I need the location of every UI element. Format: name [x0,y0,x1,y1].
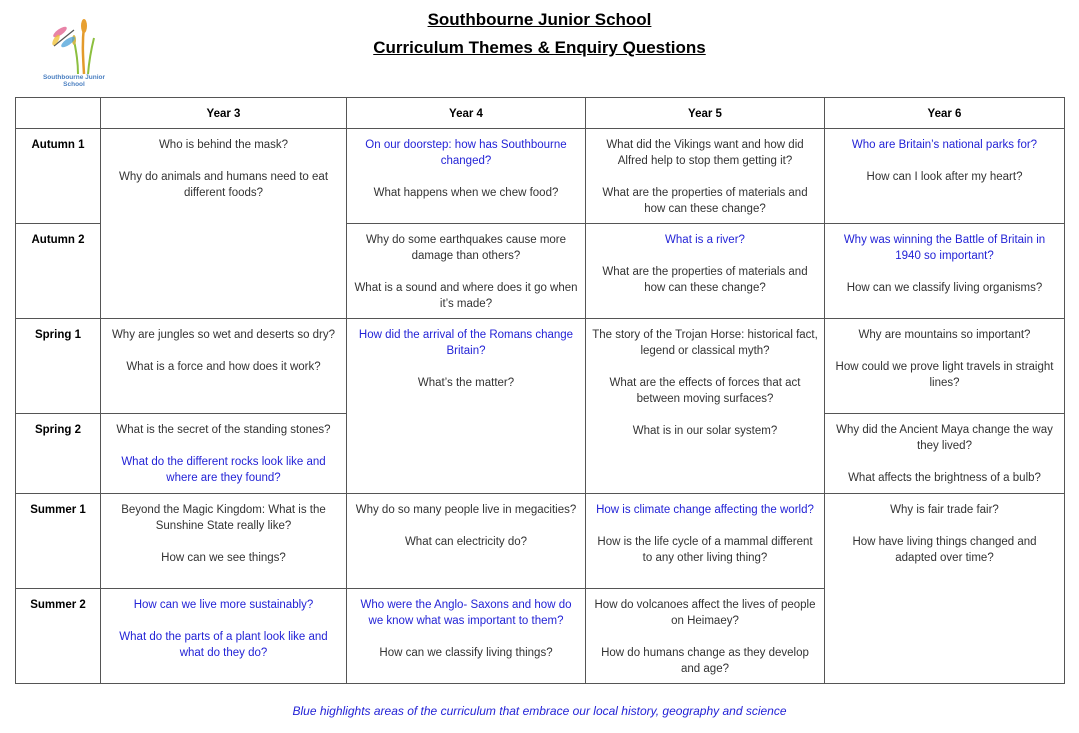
cell-y4-spring [347,319,586,494]
logo-text [34,74,114,88]
question-highlighted: On our doorstep: how has Southbourne changed? [365,139,567,167]
column-header-year5: Year 5 [586,98,825,129]
question: How do volcanoes affect the lives of people on Heimaey? [594,599,816,627]
cell-y6-summer [825,494,1065,684]
term-label-autumn2: Autumn 2 [16,224,101,319]
term-label-summer2: Summer 2 [16,589,101,684]
corner-cell [16,98,101,129]
cell-y6-autumn2 [825,224,1065,319]
cell-y5-autumn1 [586,129,825,224]
row-summer1 [16,494,1065,589]
cell-y5-summer1 [586,494,825,589]
question: How can we see things? [161,552,286,564]
question: What is a sound and where does it go when it’s made? [354,282,578,310]
question-highlighted: Who are Britain’s national parks for? [851,139,1038,151]
cell-y4-autumn2 [347,224,586,319]
question: Why do some earthquakes cause more damage than others? [365,234,567,262]
question-highlighted: How can we live more sustainably? [133,599,314,611]
legend-note: Blue highlights areas of the curriculum that embrace our local history, geography and science [292,704,787,718]
question: Why is fair trade fair? [890,504,999,516]
question-highlighted: Why was winning the Battle of Britain in 1940 so important? [843,234,1046,262]
question: What are the effects of forces that act between moving surfaces? [609,377,801,405]
question-highlighted: What is a river? [665,234,745,246]
question: Beyond the Magic Kingdom: What is the Sunshine State really like? [121,504,326,532]
cell-y4-autumn1 [347,129,586,224]
question: Why do so many people live in megacities? [355,504,577,516]
question: What are the properties of materials and how can these change? [602,187,808,215]
question-highlighted: Who were the Anglo- Saxons and how do we know what was important to them? [360,599,572,627]
cell-y3-summer1 [101,494,347,589]
question: How is the life cycle of a mammal different to any other living thing? [597,536,813,564]
question: Why did the Ancient Maya change the way they lived? [836,424,1053,452]
logo-text-line2: School [63,81,85,88]
row-spring1 [16,319,1065,414]
question: What is a force and how does it work? [126,361,321,373]
term-label-autumn1: Autumn 1 [16,129,101,224]
question: What is the secret of the standing stones? [116,424,331,436]
term-label-spring1: Spring 1 [16,319,101,414]
question: How could we prove light travels in straight lines? [835,361,1054,389]
question-highlighted: What do the different rocks look like and where are they found? [121,456,326,484]
question: Why are mountains so important? [858,329,1031,341]
question: What happens when we chew food? [373,187,559,199]
term-label-spring2: Spring 2 [16,414,101,494]
header-row [16,98,1065,129]
cell-y3-spring2 [101,414,347,494]
question: How have living things changed and adapted over time? [852,536,1037,564]
cell-y3-summer2 [101,589,347,684]
cell-y3-autumn [101,129,347,319]
question: How can we classify living things? [379,647,553,659]
column-header-year6: Year 6 [825,98,1065,129]
question: What can electricity do? [404,536,528,548]
cell-y5-summer2 [586,589,825,684]
term-label-summer1: Summer 1 [16,494,101,589]
page-subtitle: Curriculum Themes & Enquiry Questions [373,38,706,57]
cell-y6-autumn1 [825,129,1065,224]
cell-y3-spring1 [101,319,347,414]
cell-y6-spring1 [825,319,1065,414]
question-highlighted: How did the arrival of the Romans change Britain? [358,329,574,357]
question: What is in our solar system? [632,425,778,437]
question: Why do animals and humans need to eat different foods? [118,171,329,199]
question: Why are jungles so wet and deserts so dry? [111,329,336,341]
question-highlighted: How is climate change affecting the world? [596,504,814,516]
column-header-year4: Year 4 [347,98,586,129]
cell-y5-spring [586,319,825,494]
question: What affects the brightness of a bulb? [848,472,1041,484]
curriculum-table [15,97,1065,684]
question: What’s the matter? [417,377,515,389]
question-highlighted: What do the parts of a plant look like and what do they do? [119,631,328,659]
question: How do humans change as they develop and age? [601,647,809,675]
cell-y6-spring2 [825,414,1065,494]
cell-y4-summer2 [347,589,586,684]
logo-text-line1: Southbourne Junior [42,74,106,81]
question: How can I look after my heart? [866,171,1023,183]
question: What are the properties of materials and how can these change? [602,266,808,294]
question: Who is behind the mask? [158,139,289,151]
page-title: Southbourne Junior School [427,10,652,29]
cell-y4-summer1 [347,494,586,589]
row-autumn1 [16,129,1065,224]
cell-y5-autumn2 [586,224,825,319]
question: How can we classify living organisms? [846,282,1043,294]
question: The story of the Trojan Horse: historical fact, legend or classical myth? [592,329,818,357]
column-header-year3: Year 3 [101,98,347,129]
question: What did the Vikings want and how did Alfred help to stop them getting it? [606,139,804,167]
